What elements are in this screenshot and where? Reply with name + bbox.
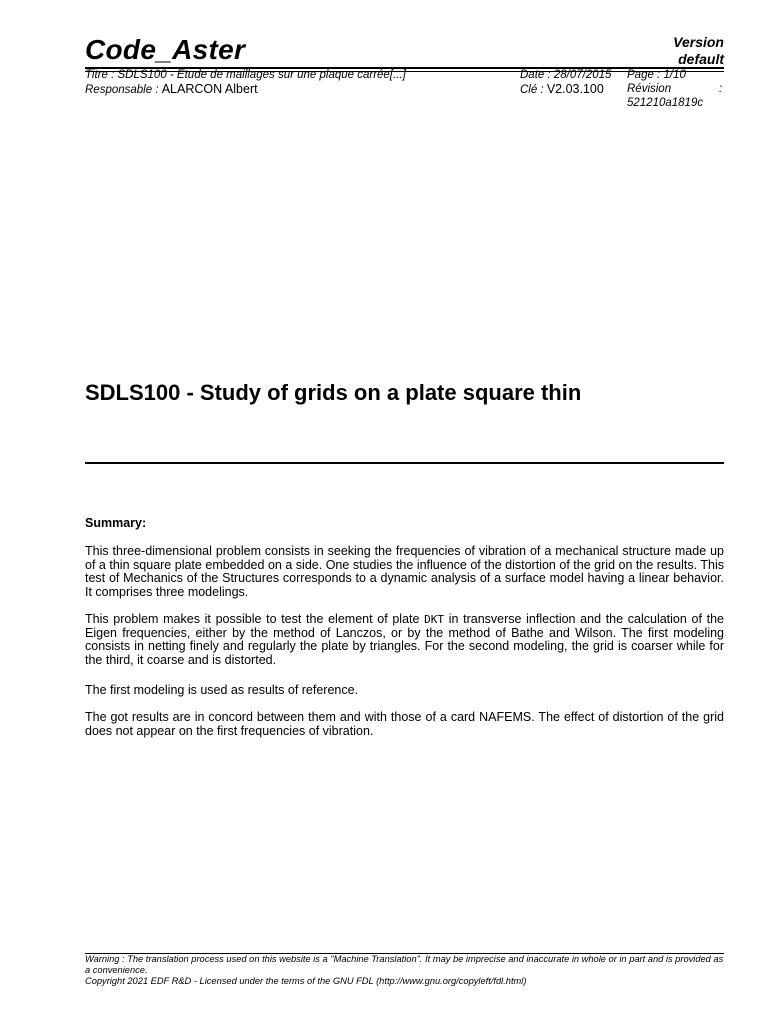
header-titre — [85, 68, 406, 82]
paragraph-2-text-start: This problem makes it possible to test the element of plate — [85, 612, 425, 626]
cle-value: V2.03.100 — [546, 82, 604, 96]
footer — [85, 954, 724, 987]
page-label: Page : — [627, 69, 664, 81]
header-responsable — [85, 82, 258, 97]
responsable-label: Responsable : — [85, 84, 162, 96]
header-page — [627, 68, 686, 82]
date-value: 28/07/2015 — [553, 69, 612, 81]
revision-value: 521210a1819c — [627, 97, 704, 109]
cle-label: Clé : — [520, 84, 547, 96]
titre-value: SDLS100 - Etude de maillages sur une plaque carrée[...] — [117, 69, 406, 81]
date-label: Date : — [520, 69, 554, 81]
document-title: SDLS100 - Study of grids on a plate square thin — [85, 380, 582, 405]
paragraph-2-text-end: in transverse inflection and the calculation of the Eigen frequencies, either by the method of Lanczos, or by the method of Bathe and Wilson. The first modeling consists in netting finely and regularly the plate by triangles. For the second modeling, the grid is coarser while for the third, it coarse and is distorted. — [85, 612, 724, 667]
summary-paragraph-1: This three-dimensional problem consists in seeking the frequencies of vibration of a mechanical structure made up of a thin square plate embedded on a side. One studies the influence of the distortion of the grid on the results. This test of Mechanics of the Structures corresponds to a dynamic analysis of a surface model having a linear behavior. It comprises three modelings. — [85, 544, 724, 599]
version-label: Version — [673, 34, 724, 50]
titre-label: Titre : — [85, 69, 118, 81]
summary-heading: Summary: — [85, 516, 147, 530]
version-block — [673, 34, 724, 68]
header-date — [520, 68, 611, 82]
responsable-value: ALARCON Albert — [161, 82, 258, 96]
translation-warning: Warning : The translation process used on this website is a "Machine Translation". It may be imprecise and inaccurate in whole or in part and is provided as a convenience. — [85, 954, 724, 975]
copyright-notice: Copyright 2021 EDF R&D - Licensed under the terms of the GNU FDL (http://www.gnu.org/copyleft/fdl.html) — [85, 976, 527, 986]
revision-label: Révision — [627, 83, 672, 95]
dkt-code: DKT — [424, 613, 445, 626]
page-value: 1/10 — [663, 69, 686, 81]
summary-paragraph-4: The got results are in concord between them and with those of a card NAFEMS. The effect of distortion of the grid does not appear on the first frequencies of vibration. — [85, 710, 724, 738]
version-value: default — [678, 51, 724, 67]
title-rule — [85, 462, 724, 464]
code-aster-logo: Code_Aster — [85, 34, 246, 65]
summary-paragraph-3: The first modeling is used as results of reference. — [85, 683, 359, 697]
revision-colon: : — [719, 83, 723, 95]
header-cle — [520, 82, 604, 97]
summary-paragraph-2 — [85, 613, 724, 667]
